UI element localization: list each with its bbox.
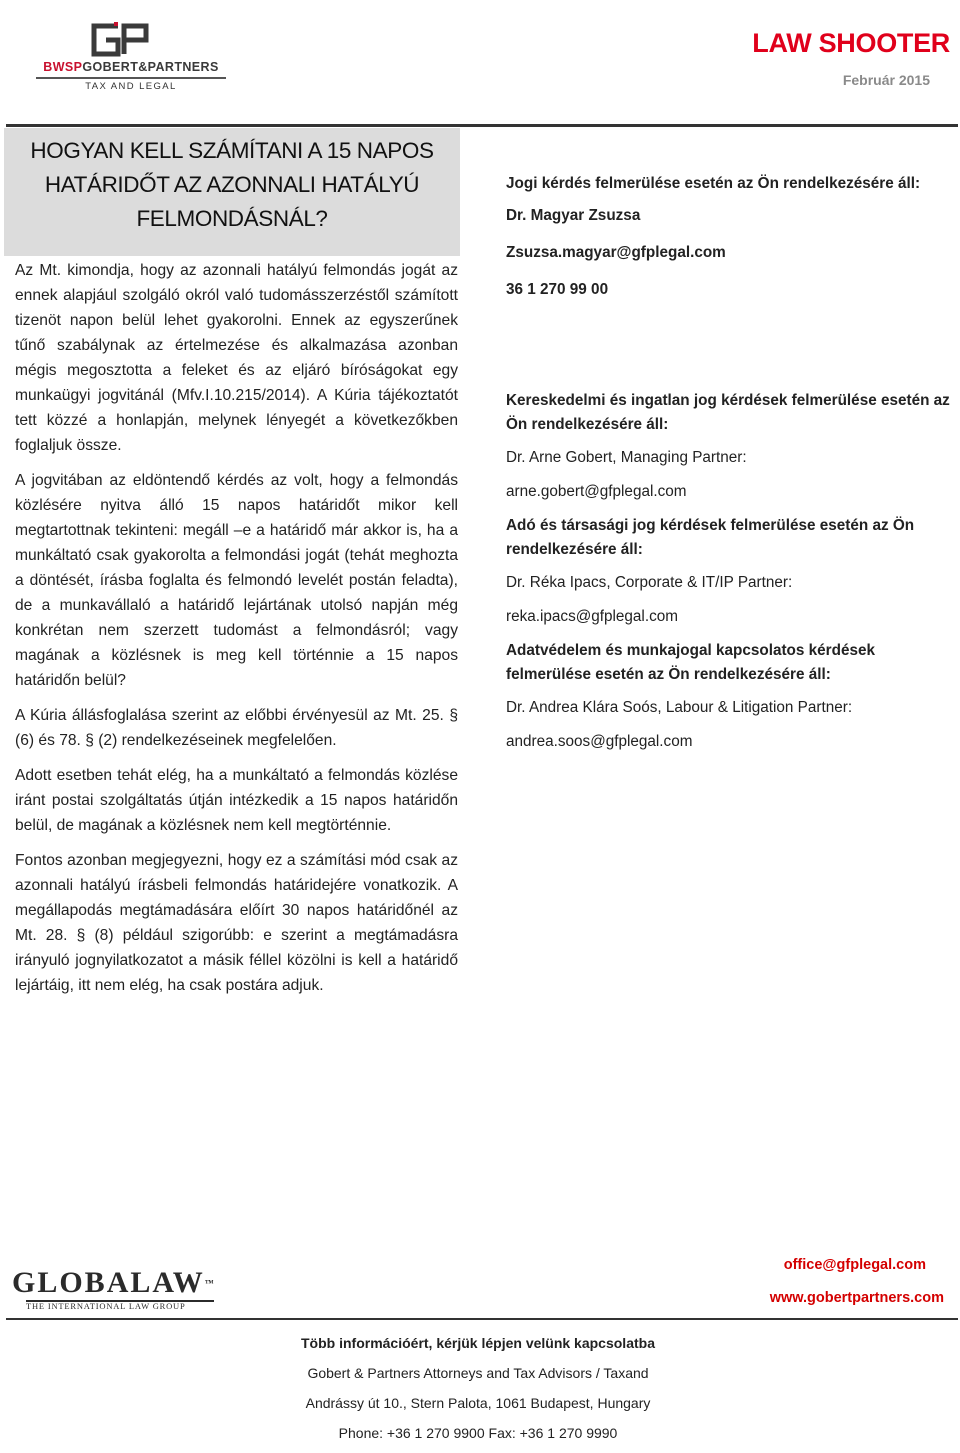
article-paragraph: A Kúria állásfoglalása szerint az előbbi érvényesül az Mt. 25. § (6) és 78. § (2) rendelkezéseinek megfelelően.: [15, 707, 458, 749]
primary-contact-name: Dr. Magyar Zsuzsa: [506, 207, 641, 224]
logo-divider: [36, 77, 226, 79]
article-title-line: HATÁRIDŐT AZ AZONNALI HATÁLYÚ: [44, 172, 420, 197]
primary-contact-heading: Jogi kérdés felmerülése esetén az Ön rendelkezésére áll:: [506, 175, 921, 192]
footer-contact-heading: Több információért, kérjük lépjen velünk kapcsolatba: [301, 1335, 655, 1351]
contact-group-heading: Adó és társasági jog kérdések felmerülése esetén az Ön rendelkezésére áll:: [506, 517, 915, 558]
contact-group-email[interactable]: arne.gobert@gfplegal.com: [506, 483, 687, 500]
footer-company: Gobert & Partners Attorneys and Tax Advisors / Taxand: [307, 1365, 649, 1381]
contact-group-heading: Kereskedelmi és ingatlan jog kérdések felmerülése esetén az Ön rendelkezésére áll:: [506, 392, 950, 433]
contact-group-name: Dr. Réka Ipacs, Corporate & IT/IP Partner:: [506, 574, 793, 591]
primary-contact-phone[interactable]: 36 1 270 99 00: [506, 281, 609, 298]
company-logo: [36, 22, 226, 92]
article-paragraph: Fontos azonban megjegyezni, hogy ez a számítási mód csak az azonnali hatályú írásbeli felmondás határidejére vonatkozik. A megállapodás megtámadására előírt 30 napos határidőnél az Mt. 28. § (8) például szigorúbb: e szerint a megtámadásra irányuló jognyilatkozatot a másik féllel közölni is kell a határidő lejártáig, itt nem elég, ha csak postára adjuk.: [15, 852, 458, 994]
article-paragraph: A jogvitában az eldöntendő kérdés az volt, hogy a felmondás közlésére nyitva álló 15 napos határidőt mikor kell megtartottnak tekinteni: megáll –e a határidő már akkor is, ha a munkáltató csak gyakorolta a felmondási jogát (tehát meghozta a döntését, írásba foglalta és felmondó levelét postán feladta), de a munkavállaló a határidő lejártának utolsó napján még konkrétan nem szerzett tudomást a felmondásról; vagy magának a közlésnek is meg kell történnie a 15 napos határidőn belül?: [15, 472, 458, 689]
globalaw-tagline: THE INTERNATIONAL LAW GROUP: [26, 1301, 186, 1311]
article-title: [4, 128, 460, 236]
article-title-line: FELMONDÁSNÁL?: [136, 206, 328, 231]
contact-group-name: Dr. Arne Gobert, Managing Partner:: [506, 449, 747, 466]
footer-phone-fax: Phone: +36 1 270 9900 Fax: +36 1 270 9990: [338, 1425, 618, 1441]
primary-contact-email[interactable]: Zsuzsa.magyar@gfplegal.com: [506, 244, 726, 261]
footer-contact-block: [0, 1333, 956, 1453]
header-divider: [6, 124, 958, 127]
contact-group-heading: Adatvédelem és munkajogal kapcsolatos kérdések felmerülése esetén az Ön rendelkezésére áll:: [506, 642, 875, 683]
footer-website-link[interactable]: www.gobertpartners.com: [769, 1290, 944, 1306]
contact-group-email[interactable]: andrea.soos@gfplegal.com: [506, 733, 693, 750]
gp-monogram-icon: [88, 22, 152, 58]
logo-subtitle: TAX AND LEGAL: [85, 81, 177, 92]
logo-brand: BWSPGOBERT&PARTNERS: [43, 60, 219, 74]
footer-address: Andrássy út 10., Stern Palota, 1061 Budapest, Hungary: [305, 1395, 651, 1411]
globalaw-logo: [12, 1268, 222, 1312]
issue-date: Február 2015: [842, 72, 930, 88]
article-paragraph: Az Mt. kimondja, hogy az azonnali hatályú felmondás jogát az ennek alapjául szolgáló okról való tudomásszerzéstől számított tizenöt napon belül lehet gyakorolni. Ennek az egyszerűnek tűnő szabálynak az értelmezése és alkalmazása azonban mégis megosztotta a feleket és az eljáró bíróságokat egy munkaügyi jogvitánál (Mfv.I.10.215/2014). A Kúria tájékoztatót tett közzé a honlapján, melynek lényegét a következőkben foglaljuk össze.: [15, 262, 458, 454]
contact-group-name: Dr. Andrea Klára Soós, Labour & Litigation Partner:: [506, 699, 853, 716]
article-title-line: HOGYAN KELL SZÁMÍTANI A 15 NAPOS: [30, 138, 434, 163]
footer-divider: [6, 1318, 958, 1320]
contacts-panel: [506, 172, 952, 752]
contact-group-email[interactable]: reka.ipacs@gfplegal.com: [506, 608, 678, 625]
globalaw-wordmark: GLOBALAW™: [12, 1266, 216, 1299]
article-body: [15, 258, 458, 1008]
article-paragraph: Adott esetben tehát elég, ha a munkáltató a felmondás közlése iránt postai szolgáltatás útján intézkedik a 15 napos határidőn belül, de magának a közlésnek nem kell megtörténnie.: [15, 767, 458, 834]
footer-email-link[interactable]: office@gfplegal.com: [783, 1257, 926, 1273]
article-title-band: [4, 128, 460, 256]
publication-title: LAW SHOOTER: [752, 28, 950, 58]
